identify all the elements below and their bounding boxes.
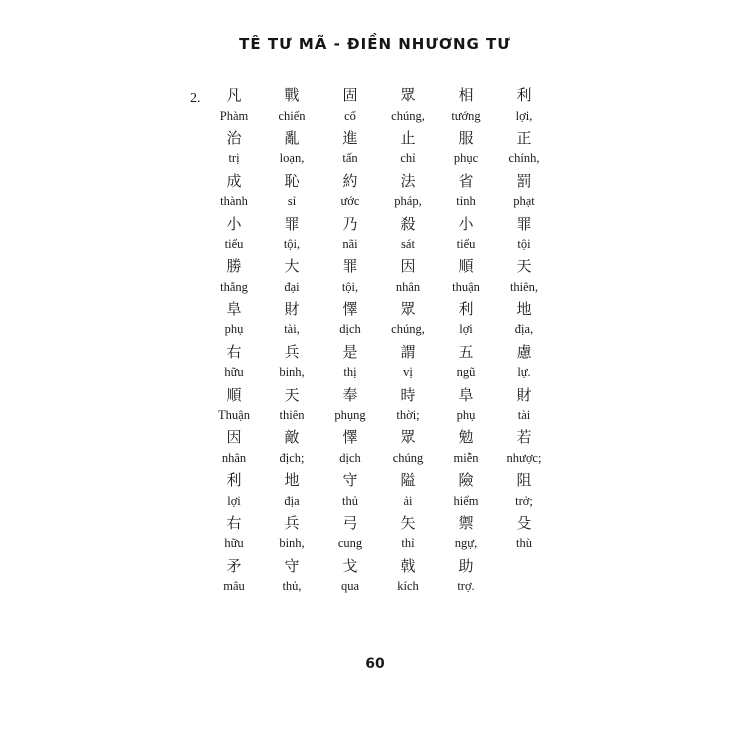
vietnamese-reading: phạt <box>513 194 535 209</box>
han-character: 矢 <box>400 514 416 532</box>
vietnamese-reading: thời; <box>396 408 420 423</box>
han-row <box>205 170 553 191</box>
han-character: 奉 <box>342 385 358 404</box>
han-character: 勝 <box>226 257 242 276</box>
vietnamese-reading: dịch <box>339 322 361 337</box>
han-character: 成 <box>226 171 242 190</box>
han-character: 時 <box>400 385 416 404</box>
han-character: 眾 <box>400 300 416 319</box>
han-character: 險 <box>458 471 474 490</box>
vietnamese-reading: loạn, <box>279 151 305 166</box>
vietnamese-reading: ngũ <box>456 365 476 380</box>
vietnamese-reading: vị <box>403 365 413 380</box>
han-character: 助 <box>458 556 474 575</box>
han-row <box>205 298 553 319</box>
han-character: 若 <box>516 428 532 447</box>
han-character: 守 <box>284 556 300 575</box>
han-character: 天 <box>516 257 532 276</box>
vietnamese-reading: thỉ <box>401 536 415 551</box>
vietnamese-reading: thủ, <box>282 579 302 594</box>
vietnamese-reading: ngự, <box>454 536 478 551</box>
han-character: 財 <box>284 300 300 319</box>
han-row <box>205 383 553 404</box>
vietnamese-reading: tiểu <box>224 236 244 251</box>
vietnamese-reading: tỉnh <box>456 194 476 209</box>
han-row <box>205 426 553 447</box>
han-character: 因 <box>226 428 242 447</box>
han-character: 止 <box>400 128 416 147</box>
han-character: 隘 <box>400 471 416 490</box>
han-character: 約 <box>342 171 358 190</box>
han-character: 是 <box>342 342 358 361</box>
vietnamese-reading: chúng <box>392 450 424 465</box>
han-character: 右 <box>226 342 242 361</box>
vietnamese-reading: binh, <box>279 536 305 551</box>
han-character: 大 <box>284 257 300 276</box>
vietnamese-reading: hữu <box>224 536 244 551</box>
han-row <box>205 341 553 362</box>
vietnamese-reading: lợi <box>459 322 473 337</box>
han-character: 懌 <box>342 428 358 447</box>
han-character: 凡 <box>226 86 242 105</box>
han-character: 敵 <box>284 428 300 447</box>
vietnamese-reading: trợ. <box>457 579 475 594</box>
han-character: 地 <box>516 300 532 319</box>
han-character: 亂 <box>284 128 300 147</box>
vietnamese-reading: phục <box>453 151 479 166</box>
vietnamese-reading: ước <box>340 194 360 209</box>
vietnamese-reading: thành <box>220 194 248 209</box>
vietnamese-reading: đại <box>284 279 300 294</box>
vietnamese-reading: tội, <box>283 236 301 251</box>
reading-row <box>205 234 553 255</box>
vietnamese-reading: thị <box>343 365 357 380</box>
han-character: 進 <box>342 128 358 147</box>
vietnamese-reading: thiên, <box>509 279 539 294</box>
vietnamese-reading: thù <box>516 536 532 551</box>
vietnamese-reading: sát <box>401 236 415 251</box>
han-character: 服 <box>458 128 474 147</box>
vietnamese-reading: tài, <box>284 322 300 337</box>
han-character: 右 <box>226 514 242 532</box>
han-character: 順 <box>458 257 474 276</box>
han-character: 兵 <box>284 514 300 532</box>
han-character: 殳 <box>516 514 532 532</box>
han-character: 省 <box>458 171 474 190</box>
vietnamese-reading: tội, <box>341 279 359 294</box>
han-character: 小 <box>458 214 474 233</box>
reading-row <box>205 319 553 340</box>
vietnamese-reading: phụ <box>224 322 244 337</box>
han-character: 眾 <box>400 428 416 447</box>
vietnamese-reading: tướng <box>451 108 481 123</box>
han-character: 眾 <box>400 86 416 105</box>
vietnamese-reading: kích <box>397 579 419 594</box>
vietnamese-reading: thắng <box>220 279 248 294</box>
reading-row <box>205 576 553 597</box>
vietnamese-reading: hiểm <box>453 493 479 508</box>
reading-row <box>205 191 553 212</box>
han-character: 殺 <box>400 214 416 233</box>
han-row <box>205 127 553 148</box>
vietnamese-reading: lợi, <box>515 108 533 123</box>
han-character: 戟 <box>400 556 416 575</box>
han-character: 守 <box>342 471 358 490</box>
item-number: 2. <box>190 91 201 106</box>
vietnamese-reading: tấn <box>342 151 358 166</box>
vietnamese-reading: nhân <box>395 279 421 294</box>
han-character: 五 <box>458 342 474 361</box>
han-character: 禦 <box>458 514 474 532</box>
vietnamese-reading: tài <box>517 408 531 423</box>
vietnamese-reading: pháp, <box>394 194 422 209</box>
reading-row <box>205 405 553 426</box>
han-character: 天 <box>284 385 300 404</box>
reading-row <box>205 448 553 469</box>
han-character: 慮 <box>516 342 532 361</box>
han-character: 謂 <box>400 342 416 361</box>
han-character: 罪 <box>284 214 300 233</box>
han-character: 乃 <box>342 214 358 233</box>
vietnamese-reading: địa <box>284 493 300 508</box>
han-character: 懌 <box>342 300 358 319</box>
han-row <box>205 555 553 576</box>
han-row <box>205 469 553 490</box>
text-grid <box>205 84 553 597</box>
vietnamese-reading: phụ <box>456 408 476 423</box>
han-character: 矛 <box>226 556 242 575</box>
han-character: 正 <box>516 128 532 147</box>
han-character: 戈 <box>342 556 358 575</box>
vietnamese-reading: trị <box>228 151 240 166</box>
vietnamese-reading: chúng, <box>391 108 425 123</box>
reading-row <box>205 277 553 298</box>
page-number: 60 <box>365 656 385 672</box>
reading-row <box>205 362 553 383</box>
vietnamese-reading: miễn <box>453 450 479 465</box>
han-row <box>205 84 553 105</box>
vietnamese-reading: tội <box>517 236 531 251</box>
han-character: 罰 <box>516 171 532 190</box>
reading-row <box>205 148 553 169</box>
han-row <box>205 512 553 533</box>
han-character: 財 <box>516 385 532 404</box>
vietnamese-reading: cố <box>344 108 356 123</box>
han-character: 小 <box>226 214 242 233</box>
han-row <box>205 212 553 233</box>
han-character: 弓 <box>342 514 358 532</box>
han-character: 恥 <box>284 171 300 190</box>
vietnamese-reading: lự. <box>517 365 531 380</box>
han-character: 地 <box>284 471 300 490</box>
vietnamese-reading: ải <box>403 493 413 508</box>
vietnamese-reading: chúng, <box>391 322 425 337</box>
han-character: 兵 <box>284 342 300 361</box>
vietnamese-reading: dịch <box>339 450 361 465</box>
han-character: 利 <box>226 471 242 490</box>
han-character: 利 <box>516 86 532 105</box>
vietnamese-reading: nãi <box>342 236 358 251</box>
vietnamese-reading: thủ <box>342 493 358 508</box>
vietnamese-reading: Thuận <box>218 408 250 423</box>
vietnamese-reading: chỉ <box>400 151 416 166</box>
han-character: 因 <box>400 257 416 276</box>
han-character: 治 <box>226 128 242 147</box>
vietnamese-reading: Phàm <box>219 108 249 123</box>
vietnamese-reading: thuận <box>452 279 480 294</box>
vietnamese-reading: địa, <box>514 322 534 337</box>
han-character: 阻 <box>516 471 532 490</box>
vietnamese-reading: thiên <box>279 408 305 423</box>
reading-row <box>205 105 553 126</box>
han-row <box>205 255 553 276</box>
reading-row <box>205 490 553 511</box>
vietnamese-reading: trở; <box>515 493 533 508</box>
han-character: 順 <box>226 385 242 404</box>
han-character: 罪 <box>342 257 358 276</box>
reading-row <box>205 533 553 554</box>
vietnamese-reading: qua <box>340 579 360 594</box>
vietnamese-reading: lợi <box>227 493 241 508</box>
han-character: 勉 <box>458 428 474 447</box>
page-header: TÊ TƯ MÃ - ĐIỀN NHƯƠNG TƯ <box>239 35 511 53</box>
vietnamese-reading: địch; <box>279 450 305 465</box>
vietnamese-reading: tiểu <box>456 236 476 251</box>
han-character: 戰 <box>284 86 300 105</box>
vietnamese-reading: phụng <box>334 408 366 423</box>
han-character: 阜 <box>226 300 242 319</box>
han-character: 阜 <box>458 385 474 404</box>
han-character: 法 <box>400 171 416 190</box>
vietnamese-reading: cung <box>337 536 363 551</box>
vietnamese-reading: nhược; <box>506 450 542 465</box>
han-character: 利 <box>458 300 474 319</box>
han-character: 罪 <box>516 214 532 233</box>
vietnamese-reading: nhân <box>221 450 247 465</box>
vietnamese-reading: chiến <box>278 108 306 123</box>
vietnamese-reading: sỉ <box>287 194 297 209</box>
vietnamese-reading: chính, <box>508 151 540 166</box>
vietnamese-reading: hữu <box>224 365 244 380</box>
vietnamese-reading: mâu <box>223 579 245 594</box>
han-character: 相 <box>458 86 474 105</box>
vietnamese-reading: binh, <box>279 365 305 380</box>
han-character: 固 <box>342 86 358 105</box>
